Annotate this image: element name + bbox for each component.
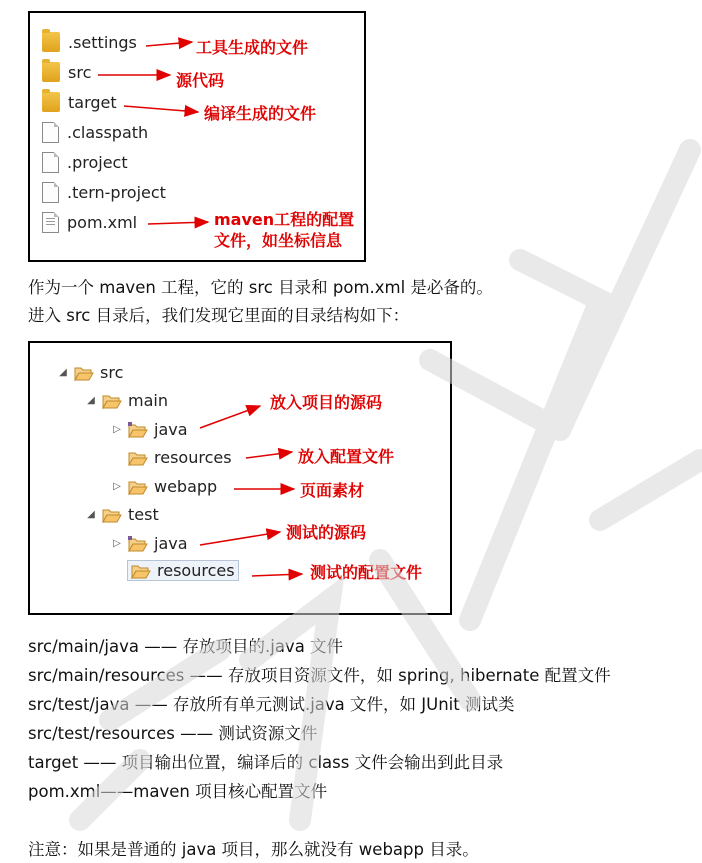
annotation-webapp: 页面素材	[300, 481, 365, 500]
tree2-item-src[interactable]: ◢ src	[56, 363, 123, 382]
annotation-test-java: 测试的源码	[286, 523, 367, 542]
desc-line-5: target —— 项目输出位置，编译后的 class 文件会输出到此目录	[28, 753, 504, 772]
arrow-settings	[146, 42, 192, 46]
tree-item-target[interactable]: target	[42, 92, 117, 112]
desc-line-1: src/main/java —— 存放项目的.java 文件	[28, 637, 344, 656]
annotation-settings: 工具生成的文件	[196, 38, 309, 57]
tree-item-project[interactable]: .project	[42, 152, 128, 173]
desc-line-6: pom.xml——maven 项目核心配置文件	[28, 782, 328, 801]
tree2-item-test-resources[interactable]: resources	[128, 561, 238, 580]
tree2-item-main-java[interactable]: ▷ java	[110, 420, 188, 439]
tree2-item-webapp[interactable]: ▷ webapp	[110, 477, 217, 496]
arrow-target	[124, 106, 198, 112]
annotation-test-resources: 测试的配置文件	[310, 563, 423, 582]
tree-item-tern-project[interactable]: .tern-project	[42, 182, 166, 203]
tree-item-src[interactable]: src	[42, 62, 91, 82]
tree-item-settings[interactable]: .settings	[42, 32, 137, 52]
arrow-pom	[148, 222, 208, 224]
arrow-main	[200, 406, 260, 428]
tree-item-pom[interactable]: pom.xml	[42, 212, 137, 233]
intro-line-2: 进入 src 目录后，我们发现它里面的目录结构如下：	[28, 306, 410, 325]
tree2-item-test-java[interactable]: ▷ java	[110, 534, 188, 553]
collapsed-toggle-icon[interactable]: ▷	[113, 481, 121, 492]
annotation-pom-line2: 文件，如坐标信息	[214, 231, 343, 250]
collapsed-toggle-icon[interactable]: ▷	[113, 424, 121, 435]
intro-line-1: 作为一个 maven 工程，它的 src 目录和 pom.xml 是必备的。	[28, 278, 493, 297]
annotation-src: 源代码	[176, 71, 225, 90]
arrow-test-java	[200, 532, 280, 545]
tree2-item-main-resources[interactable]: resources	[110, 448, 232, 467]
notice: 注意：如果是普通的 java 项目，那么就没有 webapp 目录。	[28, 840, 479, 859]
desc-line-4: src/test/resources —— 测试资源文件	[28, 724, 318, 743]
expanded-toggle-icon[interactable]: ◢	[87, 395, 95, 406]
annotation-target: 编译生成的文件	[204, 104, 317, 123]
desc-line-3: src/test/java —— 存放所有单元测试.java 文件，如 JUnit 测试类	[28, 695, 515, 714]
tree-item-classpath[interactable]: .classpath	[42, 122, 148, 143]
collapsed-toggle-icon[interactable]: ▷	[113, 538, 121, 549]
annotation-main: 放入项目的源码	[270, 393, 383, 412]
desc-line-2: src/main/resources —— 存放项目资源文件，如 spring, hibernate 配置文件	[28, 666, 611, 685]
annotation-pom-line1: maven工程的配置	[214, 210, 355, 229]
arrow-test-resources	[252, 574, 302, 576]
arrow-main-resources	[246, 452, 292, 458]
annotation-main-resources: 放入配置文件	[298, 447, 395, 466]
tree2-item-main[interactable]: ◢ main	[84, 391, 168, 410]
expanded-toggle-icon[interactable]: ◢	[59, 367, 67, 378]
expanded-toggle-icon[interactable]: ◢	[87, 509, 95, 520]
tree2-item-test[interactable]: ◢ test	[84, 505, 159, 524]
